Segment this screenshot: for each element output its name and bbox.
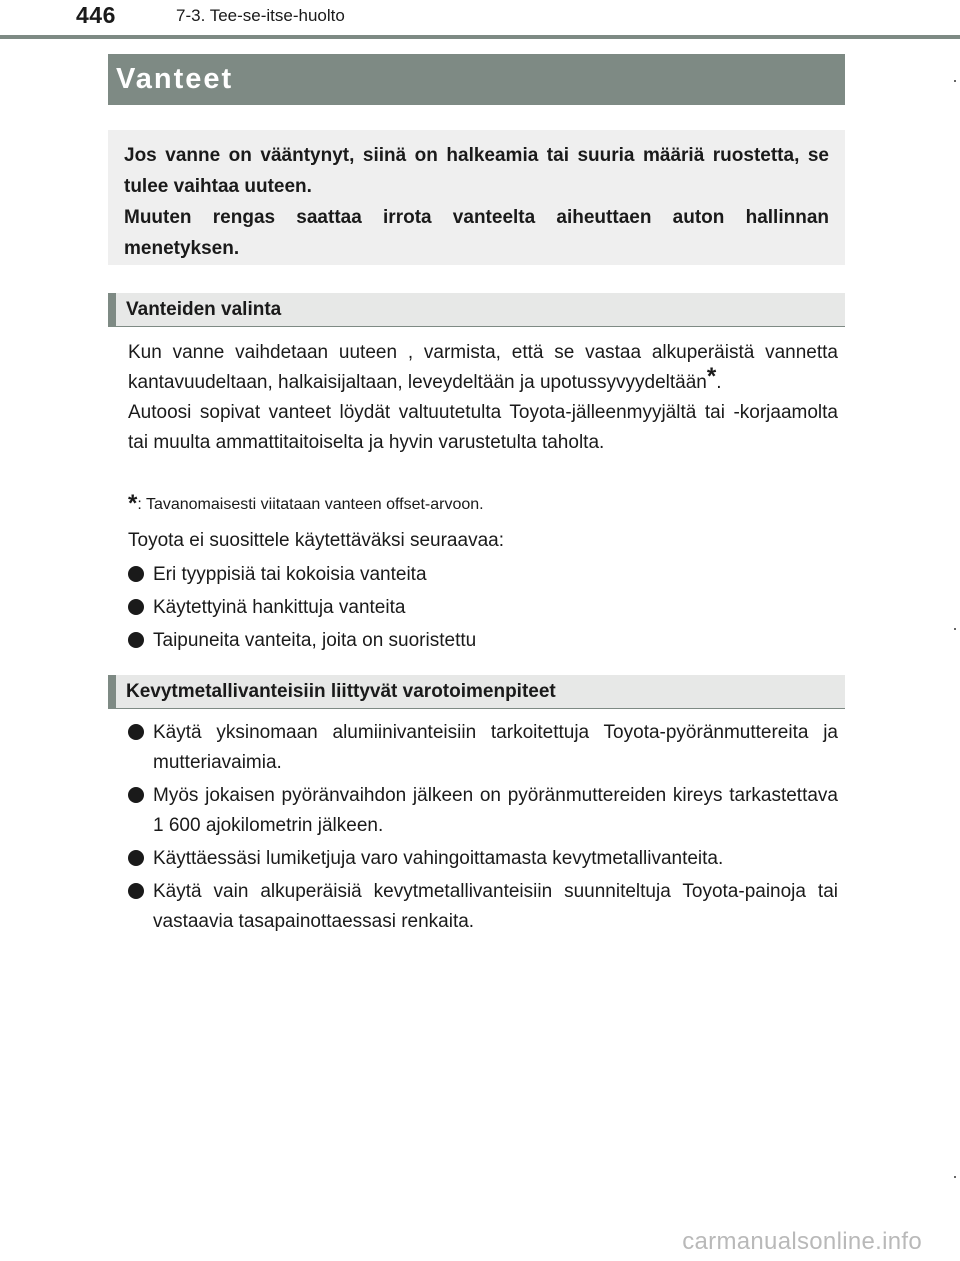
bullet-icon bbox=[128, 632, 144, 648]
list-item-text: Myös jokaisen pyöränvaihdon jälkeen on pyöränmuttereiden kireys tarkastettava 1 600 ajokilometrin jälkeen. bbox=[153, 785, 838, 836]
edge-tick-1 bbox=[954, 80, 956, 82]
list-item-text: Käytä vain alkuperäisiä kevytmetallivanteisiin suunniteltuja Toyota-painoja tai vastaavia tasapainottaessasi renkaita. bbox=[153, 881, 838, 932]
warning-paragraph-2: Muuten rengas saattaa irrota vanteelta aiheuttaen auton hallinnan menetyksen. bbox=[124, 207, 829, 259]
list-item-text: Käyttäessäsi lumiketjuja varo vahingoittamasta kevytmetallivanteita. bbox=[153, 848, 724, 869]
watermark: carmanualsonline.info bbox=[682, 1228, 922, 1255]
list-item bbox=[128, 718, 838, 778]
page-title: Vanteet bbox=[116, 63, 234, 95]
list-item bbox=[128, 781, 838, 841]
list-item bbox=[128, 877, 838, 937]
section1-body bbox=[128, 338, 838, 458]
list-item bbox=[128, 844, 838, 874]
list-item-text: Käytä yksinomaan alumiinivanteisiin tarkoitettuja Toyota-pyöränmuttereita ja mutteriavaimia. bbox=[153, 722, 838, 773]
section-heading-alloy-precautions bbox=[108, 675, 845, 709]
section-heading-text: Kevytmetallivanteisiin liittyvät varotoimenpiteet bbox=[126, 680, 556, 702]
footnote-marker: * bbox=[706, 363, 717, 390]
bullet-icon bbox=[128, 883, 144, 899]
section-heading-text: Vanteiden valinta bbox=[126, 298, 282, 320]
list-item bbox=[128, 560, 838, 590]
footnote-star: * bbox=[128, 490, 138, 517]
running-head: 7-3. Tee-se-itse-huolto bbox=[176, 6, 345, 25]
list-item-text: Eri tyyppisiä tai kokoisia vanteita bbox=[153, 564, 427, 585]
list-item bbox=[128, 626, 838, 656]
bullet-icon bbox=[128, 850, 144, 866]
list-item bbox=[128, 593, 838, 623]
list-item-text: Taipuneita vanteita, joita on suoristettu bbox=[153, 630, 477, 651]
list-intro: Toyota ei suosittele käytettäväksi seuraavaa: bbox=[128, 530, 504, 551]
section-heading-wheel-selection bbox=[108, 293, 845, 327]
section1-paragraph-1-text: Kun vanne vaihdetaan uuteen , varmista, että se vastaa alkuperäistä vannetta kantavuudeltaan, halkaisijaltaan, leveydeltään ja upotussyvyydeltään bbox=[128, 342, 838, 393]
warning-paragraph-1: Jos vanne on vääntynyt, siinä on halkeamia tai suuria määriä ruostetta, se tulee vaihtaa uuteen. bbox=[124, 145, 829, 197]
bullet-icon bbox=[128, 566, 144, 582]
bullet-icon bbox=[128, 787, 144, 803]
page-number: 446 bbox=[76, 2, 116, 28]
section1-paragraph-1 bbox=[128, 338, 838, 398]
footnote-text: : Tavanomaisesti viitataan vanteen offset-arvoon. bbox=[137, 496, 484, 513]
warning-box bbox=[108, 130, 845, 265]
section1-paragraph-2: Autoosi sopivat vanteet löydät valtuutetulta Toyota-jälleenmyyjältä tai -korjaamolta tai muulta ammattitaitoiselta ja hyvin varustetulta taholta. bbox=[128, 402, 838, 453]
edge-tick-3 bbox=[954, 1176, 956, 1178]
section1-paragraph-1-end: . bbox=[716, 372, 722, 393]
footnote bbox=[128, 490, 484, 518]
edge-tick-2 bbox=[954, 628, 956, 630]
bullet-icon bbox=[128, 724, 144, 740]
not-recommended-list bbox=[128, 560, 838, 659]
list-item-text: Käytettyinä hankittuja vanteita bbox=[153, 597, 406, 618]
alloy-precautions-list bbox=[128, 718, 838, 940]
header-rule bbox=[0, 35, 960, 39]
bullet-icon bbox=[128, 599, 144, 615]
page-title-bar bbox=[108, 54, 845, 105]
